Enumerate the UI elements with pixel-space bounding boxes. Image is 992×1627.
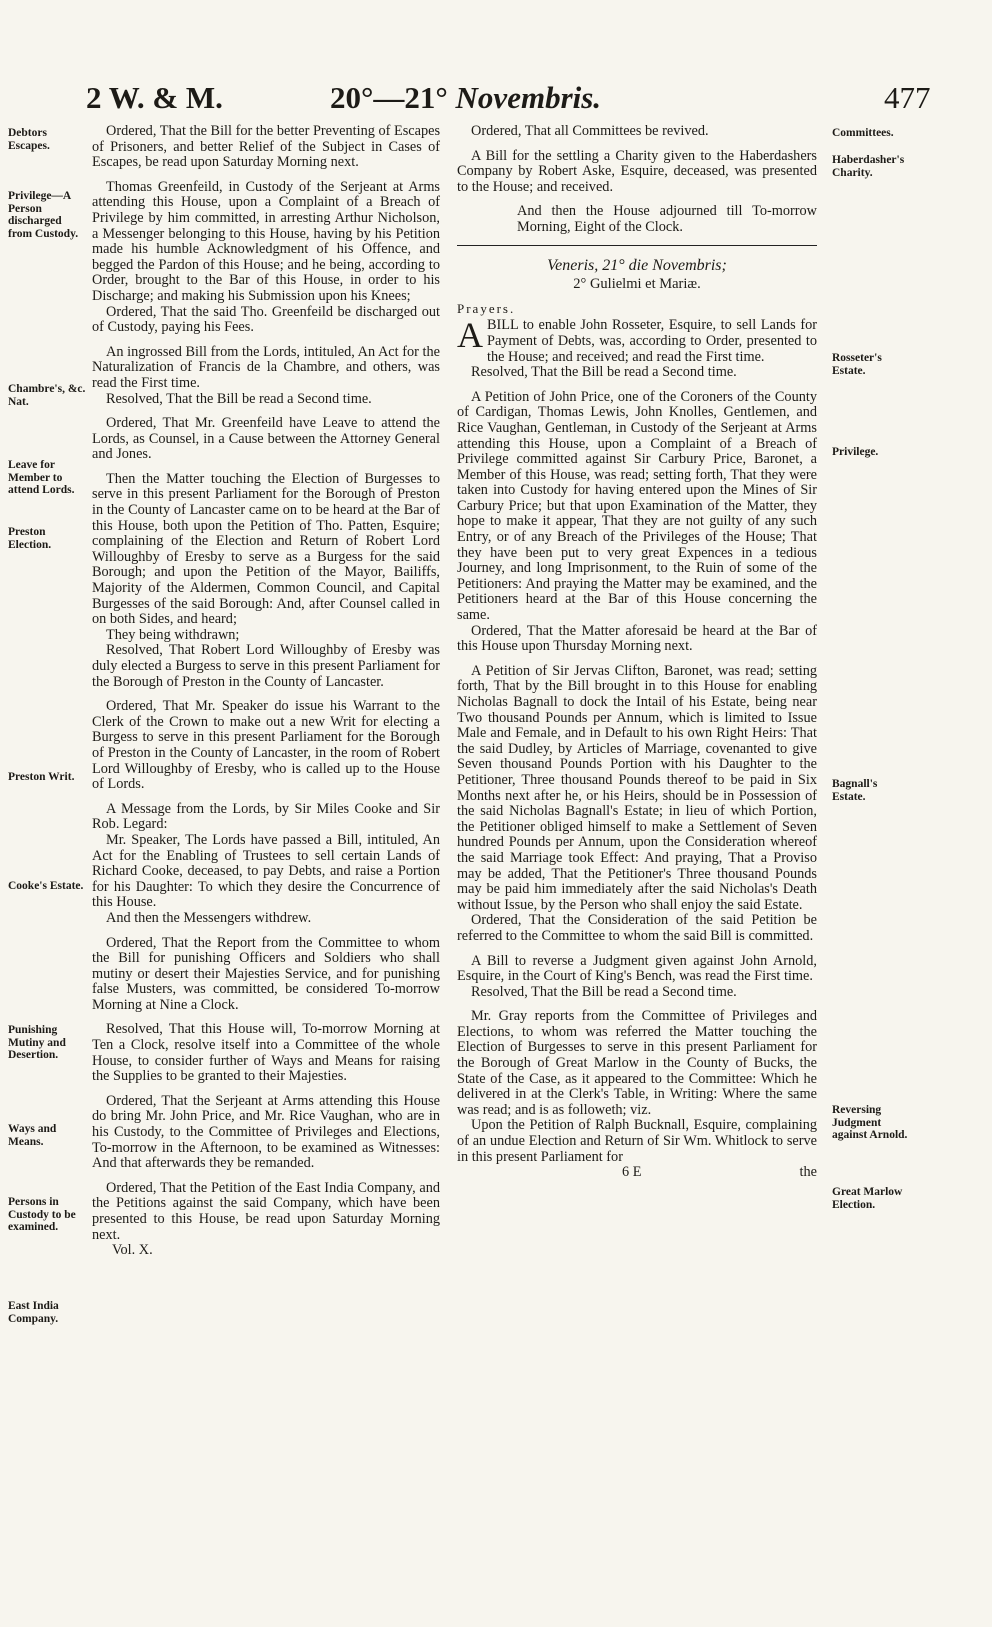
page-number: 477	[884, 80, 931, 115]
paragraph: Mr. Speaker, The Lords have passed a Bill, intituled, An Act for the Enabling of Trustees to sell certain Lands of Richard Cooke, deceased, to pay Debts, and raise a Portion for his Daughter: To which they desire the Concurrence of this House.	[92, 831, 440, 911]
drop-cap: A	[457, 315, 483, 356]
paragraph: A Bill for the settling a Charity given to the Haberdashers Company by Robert Aske, Esquire, deceased, was presented to the House; and received.	[457, 147, 817, 195]
prayers-heading: Prayers.	[457, 300, 516, 316]
day-subheading: 2° Gulielmi et Mariæ.	[573, 276, 701, 293]
running-head-days: 20°—21°	[330, 80, 448, 115]
paragraph: A Petition of Sir Jervas Clifton, Baronet, was read; setting forth, That by the Bill brought in to this House for enabling Nicholas Bagnall to dock the Intail of his Estate, being near Two thousand Pounds per Annum, which is limited to Issue Male and Female, and in Default to his own Right Heirs: That the said Dudley, by Articles of Marriage, covenanted to give Seven thousand Pounds Portion with his Daughter to the Petitioner, Three thousand Pounds thereof to be paid in Six Months next after he, or his Heirs, should be in Possession of the said Nicholas Bagnall's Estate; in lieu of which Portion, the Petitioner obliged himself to make a Settlement of Seven hundred Pounds per Annum, upon the Consideration whereof the said Marriage took Effect: And praying, That a Proviso may be added, That the Petitioner's Three thousand Pounds may be paid him immediately after the said Nicholas's Death without Issue, by the Person who shall enjoy the said Estate.	[457, 662, 817, 913]
margin-note: Committees.	[832, 127, 894, 139]
entry-mutiny-desertion	[92, 936, 440, 1014]
entry-preston-election	[92, 472, 440, 690]
paragraph: Upon the Petition of Ralph Bucknall, Esquire, complaining of an undue Election and Return of Sir Wm. Whitlock to serve in this present Parliament for	[457, 1117, 817, 1165]
paragraph: An ingrossed Bill from the Lords, intituled, An Act for the Naturalization of Francis de la Chambre, and others, was read the First time.	[92, 343, 440, 391]
right-column	[457, 124, 817, 1181]
margin-note: Reversing Judgment against Arnold.	[832, 1104, 908, 1141]
paragraph: And then the Messengers withdrew.	[106, 909, 312, 926]
margin-note: Preston Writ.	[8, 771, 75, 783]
paragraph: Ordered, That the Petition of the East India Company, and the Petitions against the said Company, which have been presented to this House, be read upon Saturday Morning next.	[92, 1179, 440, 1243]
paragraph	[457, 315, 817, 365]
paragraph: Resolved, That the Bill be read a Second time.	[471, 364, 737, 381]
entry-arnold-judgment	[457, 954, 817, 1001]
margin-note: Ways and Means.	[8, 1123, 57, 1148]
entry-haberdashers-charity	[457, 149, 817, 196]
adjournment	[457, 204, 817, 235]
margin-note: Cooke's Estate.	[8, 880, 84, 892]
entry-clifton-petition	[457, 664, 817, 945]
paragraph: They being withdrawn;	[106, 626, 240, 643]
paragraph: Ordered, That all Committees be revived.	[471, 123, 709, 139]
margin-note: Debtors Escapes.	[8, 127, 50, 152]
margin-note: Chambre's, &c. Nat.	[8, 383, 86, 408]
entry-greenfeild-discharged	[92, 180, 440, 336]
page-foot	[457, 1165, 817, 1181]
paragraph: Mr. Gray reports from the Committee of Privileges and Elections, to whom was referred the Matter touching the Election of Burgesses to serve in this present Parliament for the Borough of Great Marlow in the County of Bucks, the State of the Case, as it appeared to the Committee: Which he delivered in at the Clerk's Table, in Writing: Where the same was read; and is as followeth; viz.	[457, 1008, 817, 1118]
entry-committees-revived	[457, 124, 817, 140]
signature-mark: 6 E	[622, 1164, 642, 1181]
section-rule	[457, 245, 817, 246]
margin-note: Haberdasher's Charity.	[832, 154, 905, 179]
paragraph: Resolved, That this House will, To-morrow Morning at Ten a Clock, resolve itself into a Committee of the whole House, to consider further of Ways and Means for raising the Supplies to be granted to their Majesties.	[92, 1021, 440, 1085]
margin-note: Great Marlow Election.	[832, 1186, 903, 1211]
entry-leave-attend-lords	[92, 416, 440, 463]
paragraph: A Message from the Lords, by Sir Miles Cooke and Sir Rob. Legard:	[92, 800, 440, 833]
margin-note: Punishing Mutiny and Desertion.	[8, 1024, 66, 1061]
paragraph: Resolved, That Robert Lord Willoughby of Eresby was duly elected a Burgess to serve in this present Parliament for the Borough of Preston in the County of Lancaster.	[92, 642, 440, 690]
day-heading: Veneris, 21° die Novembris;	[547, 256, 727, 274]
paragraph: Ordered, That the Consideration of the said Petition be referred to the Committee to whom the said Bill is committed.	[457, 912, 817, 944]
margin-note: Leave for Member to attend Lords.	[8, 459, 75, 496]
paragraph: Ordered, That the said Tho. Greenfeild be discharged out of Custody, paying his Fees.	[92, 303, 440, 336]
entry-rosseter-estate	[457, 315, 817, 381]
paragraph: Ordered, That the Serjeant at Arms attending this House do bring Mr. John Price, and Mr. Rice Vaughan, who are in his Custody, to the Committee of Privileges and Elections, To-morrow in the Afternoon, to be examined as Witnesses: And that afterwards they be remanded.	[92, 1092, 440, 1172]
entry-debtors-escapes	[92, 124, 440, 171]
left-column	[92, 124, 440, 1259]
paragraph: Resolved, That the Bill be read a Second time.	[471, 983, 737, 1000]
running-head-month: Novembris.	[455, 80, 602, 115]
paragraph: Ordered, That the Report from the Committee to whom the Bill for punishing Officers and Soldiers who shall mutiny or desert their Majesties Service, and for punishing false Musters, was committed, be considered To-morrow Morning at Nine a Clock.	[92, 934, 440, 1013]
margin-note: Rosseter's Estate.	[832, 352, 882, 377]
entry-great-marlow	[457, 1009, 817, 1165]
entry-east-india	[92, 1181, 440, 1243]
paragraph: Ordered, That Mr. Greenfeild have Leave to attend the Lords, as Counsel, in a Cause between the Attorney General and Jones.	[92, 415, 440, 463]
margin-note: East India Company.	[8, 1300, 59, 1325]
margin-note: Persons in Custody to be examined.	[8, 1196, 76, 1233]
paragraph: And then the House adjourned till To-morrow Morning, Eight of the Clock.	[517, 203, 817, 235]
catchword: the	[799, 1164, 817, 1181]
volume-footer: Vol. X.	[112, 1242, 153, 1259]
paragraph: A Bill to reverse a Judgment given against John Arnold, Esquire, in the Court of King's Bench, was read the First time.	[457, 952, 817, 985]
paragraph: Thomas Greenfeild, in Custody of the Serjeant at Arms attending this House, upon a Complaint of a Breach of Privilege by him committed, in arresting Arthur Nicholson, a Messenger belonging to this House, having by his Petition made his humble Acknowledgment of his Offence, and begged the Pardon of this House; and he being, according to Order, brought to the Bar of this House, in order to his Discharge; and making his Submission upon his Knees;	[92, 178, 440, 304]
entry-preston-writ	[92, 699, 440, 793]
entry-cooke-estate	[92, 802, 440, 927]
entry-ways-means	[92, 1022, 440, 1084]
paragraph: Ordered, That the Bill for the better Preventing of Escapes of Prisoners, and better Relief of the Subject in Cases of Escapes, be read upon Saturday Morning next.	[92, 123, 441, 171]
paragraph: Ordered, That Mr. Speaker do issue his Warrant to the Clerk of the Crown to make out a new Writ for electing a Burgess to serve in this present Parliament for the Borough of Preston in the County of Lancaster, in the room of Robert Lord Willoughby of Eresby, who is called up to the House of Lords.	[92, 698, 440, 793]
margin-note: Preston Election.	[8, 526, 52, 551]
entry-price-petition	[457, 390, 817, 655]
paragraph-text: BILL to enable John Rosseter, Esquire, to sell Lands for Payment of Debts, was, according to Order, presented to the House; and received; and read the First time.	[487, 317, 817, 365]
margin-note: Privilege.	[832, 446, 879, 458]
paragraph: Resolved, That the Bill be read a Second time.	[106, 390, 372, 407]
paragraph: A Petition of John Price, one of the Coroners of the County of Cardigan, Thomas Lewis, John Knolles, Gentlemen, and Rice Vaughan, Gentleman, in Custody of the Serjeant at Arms attending this House, upon a Complaint of a Breach of Privilege committed against Sir Carbury Price, Baronet, a Member of this House, was read; setting forth, That they were taken into Custody for having entered upon the Mines of Sir Carbury Price; but that upon Examination of the Matter, they hope to make it appear, That they are not guilty of any such Entry, or of any Breach of the Privileges of the House; That they have been put to very great Expences in a tedious Journey, and long Imprisonment, to the Ruin of some of the Petitioners: And praying the Matter may be examined, and the Petitioners heard at the Bar of this House concerning the same.	[457, 388, 817, 624]
paragraph: Ordered, That the Matter aforesaid be heard at the Bar of this House upon Thursday Morning next.	[457, 622, 817, 655]
entry-chambre-naturalization	[92, 345, 440, 407]
entry-persons-custody	[92, 1094, 440, 1172]
margin-note: Privilege—A Person discharged from Custody.	[8, 190, 79, 240]
running-head-regnal-year: 2 W. & M.	[86, 80, 223, 115]
margin-note: Bagnall's Estate.	[832, 778, 878, 803]
paragraph: Then the Matter touching the Election of Burgesses to serve in this present Parliament for the Borough of Preston in the County of Lancaster came on to be heard at the Bar of this House, both upon the Petition of Tho. Patten, Esquire; complaining of the Election and Return of Robert Lord Willoughby of Eresby to serve as a Burgess for the said Borough; and upon the Petition of the Mayor, Bailiffs, Majority of the Aldermen, Common Council, and Capital Burgesses of the said Borough: And, after Counsel called in on both Sides, and heard;	[92, 470, 440, 628]
